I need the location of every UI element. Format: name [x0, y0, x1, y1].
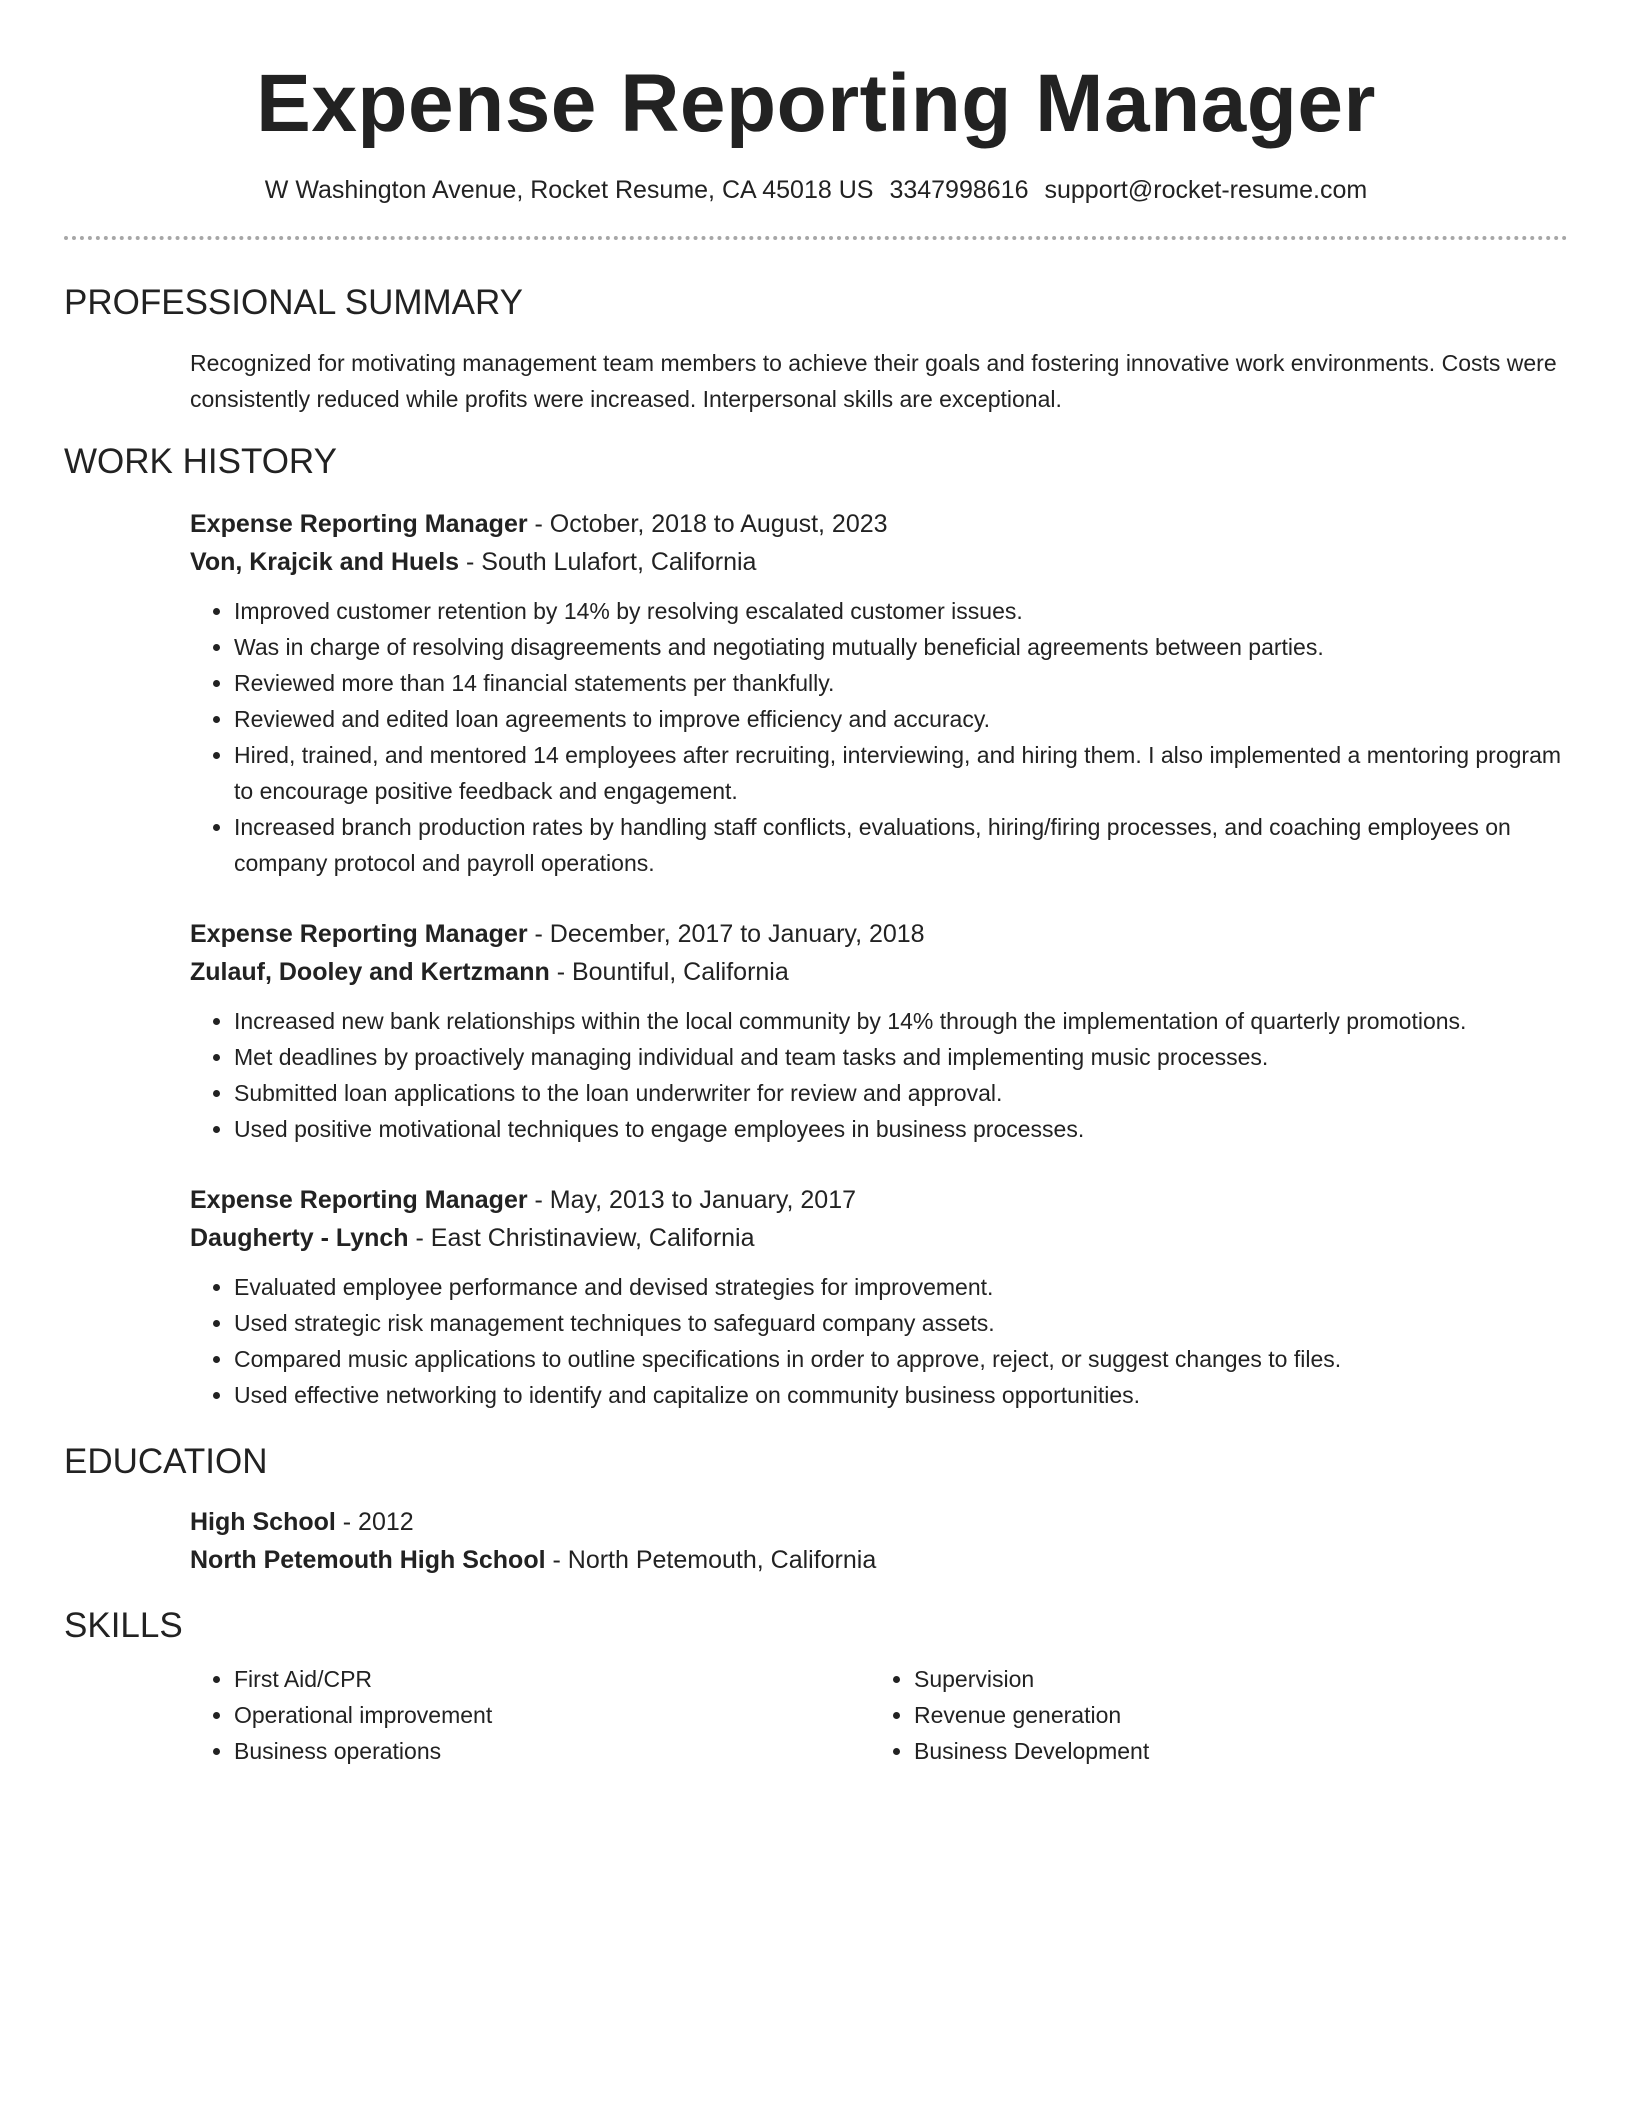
skill-item: • First Aid/CPR — [234, 1661, 870, 1697]
list-item: • Was in charge of resolving disagreements and negotiating mutually beneficial agreements between parties. — [234, 629, 1568, 665]
job-dates: - October, 2018 to August, 2023 — [527, 510, 888, 538]
skills-heading: SKILLS — [64, 1606, 183, 1645]
skill-item: • Business operations — [234, 1733, 870, 1769]
job-bullets — [190, 1003, 1568, 1147]
skill-item: • Revenue generation — [914, 1697, 1550, 1733]
list-item: • Improved customer retention by 14% by resolving escalated customer issues. — [234, 593, 1568, 629]
list-item: • Used effective networking to identify and capitalize on community business opportunities. — [234, 1377, 1568, 1413]
job-company-line — [190, 1219, 1568, 1257]
list-item: • Evaluated employee performance and devised strategies for improvement. — [234, 1269, 1568, 1305]
job-role: Expense Reporting Manager — [190, 1186, 528, 1214]
education-degree: High School — [190, 1508, 336, 1536]
candidate-name: Expense Reporting Manager — [256, 58, 1376, 149]
job-bullets — [190, 593, 1568, 881]
list-item: • Compared music applications to outline specifications in order to approve, reject, or suggest changes to files. — [234, 1341, 1568, 1377]
list-item: • Increased branch production rates by handling staff conflicts, evaluations, hiring/firing processes, and coaching employees on company protocol and payroll operations. — [234, 809, 1568, 881]
job-company-line — [190, 953, 1568, 991]
job-bullets — [190, 1269, 1568, 1413]
job-location: - East Christinaview, California — [408, 1224, 755, 1252]
job-location: - Bountiful, California — [549, 958, 789, 986]
job-title-line — [190, 505, 1568, 543]
skill-item: • Supervision — [914, 1661, 1550, 1697]
list-item: • Hired, trained, and mentored 14 employees after recruiting, interviewing, and hiring them. I also implemented a mentoring program to encourage positive feedback and engagement. — [234, 737, 1568, 809]
header-divider — [64, 236, 1568, 240]
job-role: Expense Reporting Manager — [190, 510, 528, 538]
job-company: Von, Krajcik and Huels — [190, 548, 460, 576]
job-entry — [190, 1181, 1568, 1413]
education-heading: EDUCATION — [64, 1442, 268, 1481]
education-location: - North Petemouth, California — [545, 1546, 877, 1574]
list-item: • Met deadlines by proactively managing individual and team tasks and implementing music processes. — [234, 1039, 1568, 1075]
contact-address: W Washington Avenue, Rocket Resume, CA 45018 US — [264, 176, 874, 204]
job-entry — [190, 915, 1568, 1147]
education-entry — [190, 1503, 1568, 1579]
education-year: - 2012 — [335, 1508, 414, 1536]
job-company: Daugherty - Lynch — [190, 1224, 409, 1252]
contact-line — [64, 174, 1568, 206]
job-dates: - December, 2017 to January, 2018 — [527, 920, 925, 948]
job-company: Zulauf, Dooley and Kertzmann — [190, 958, 550, 986]
list-item: • Used positive motivational techniques to engage employees in business processes. — [234, 1111, 1568, 1147]
skills-column-left — [190, 1661, 870, 1769]
education-degree-line — [190, 1503, 1568, 1541]
work-history-heading: WORK HISTORY — [64, 442, 337, 481]
job-dates: - May, 2013 to January, 2017 — [527, 1186, 857, 1214]
job-company-line — [190, 543, 1568, 581]
skill-item: • Operational improvement — [234, 1697, 870, 1733]
summary-heading: PROFESSIONAL SUMMARY — [64, 283, 523, 322]
skills-column-right — [870, 1661, 1550, 1769]
summary-text: Recognized for motivating management team members to achieve their goals and fostering innovative work environments. Costs were consistently reduced while profits were increased. Interpersonal skills are exceptional. — [190, 350, 1557, 412]
job-location: - South Lulafort, California — [459, 548, 757, 576]
job-title-line — [190, 1181, 1568, 1219]
contact-email: support@rocket-resume.com — [1044, 176, 1368, 204]
skills-list — [190, 1661, 1568, 1769]
resume-page — [64, 0, 1568, 1769]
skill-item: • Business Development — [914, 1733, 1550, 1769]
list-item: • Reviewed more than 14 financial statements per thankfully. — [234, 665, 1568, 701]
education-school: North Petemouth High School — [190, 1546, 546, 1574]
contact-phone: 3347998616 — [889, 176, 1029, 204]
job-role: Expense Reporting Manager — [190, 920, 528, 948]
list-item: • Submitted loan applications to the loan underwriter for review and approval. — [234, 1075, 1568, 1111]
list-item: • Used strategic risk management techniques to safeguard company assets. — [234, 1305, 1568, 1341]
list-item: • Reviewed and edited loan agreements to improve efficiency and accuracy. — [234, 701, 1568, 737]
list-item: • Increased new bank relationships within the local community by 14% through the implementation of quarterly promotions. — [234, 1003, 1568, 1039]
job-entry — [190, 505, 1568, 881]
job-title-line — [190, 915, 1568, 953]
education-school-line — [190, 1541, 1568, 1579]
